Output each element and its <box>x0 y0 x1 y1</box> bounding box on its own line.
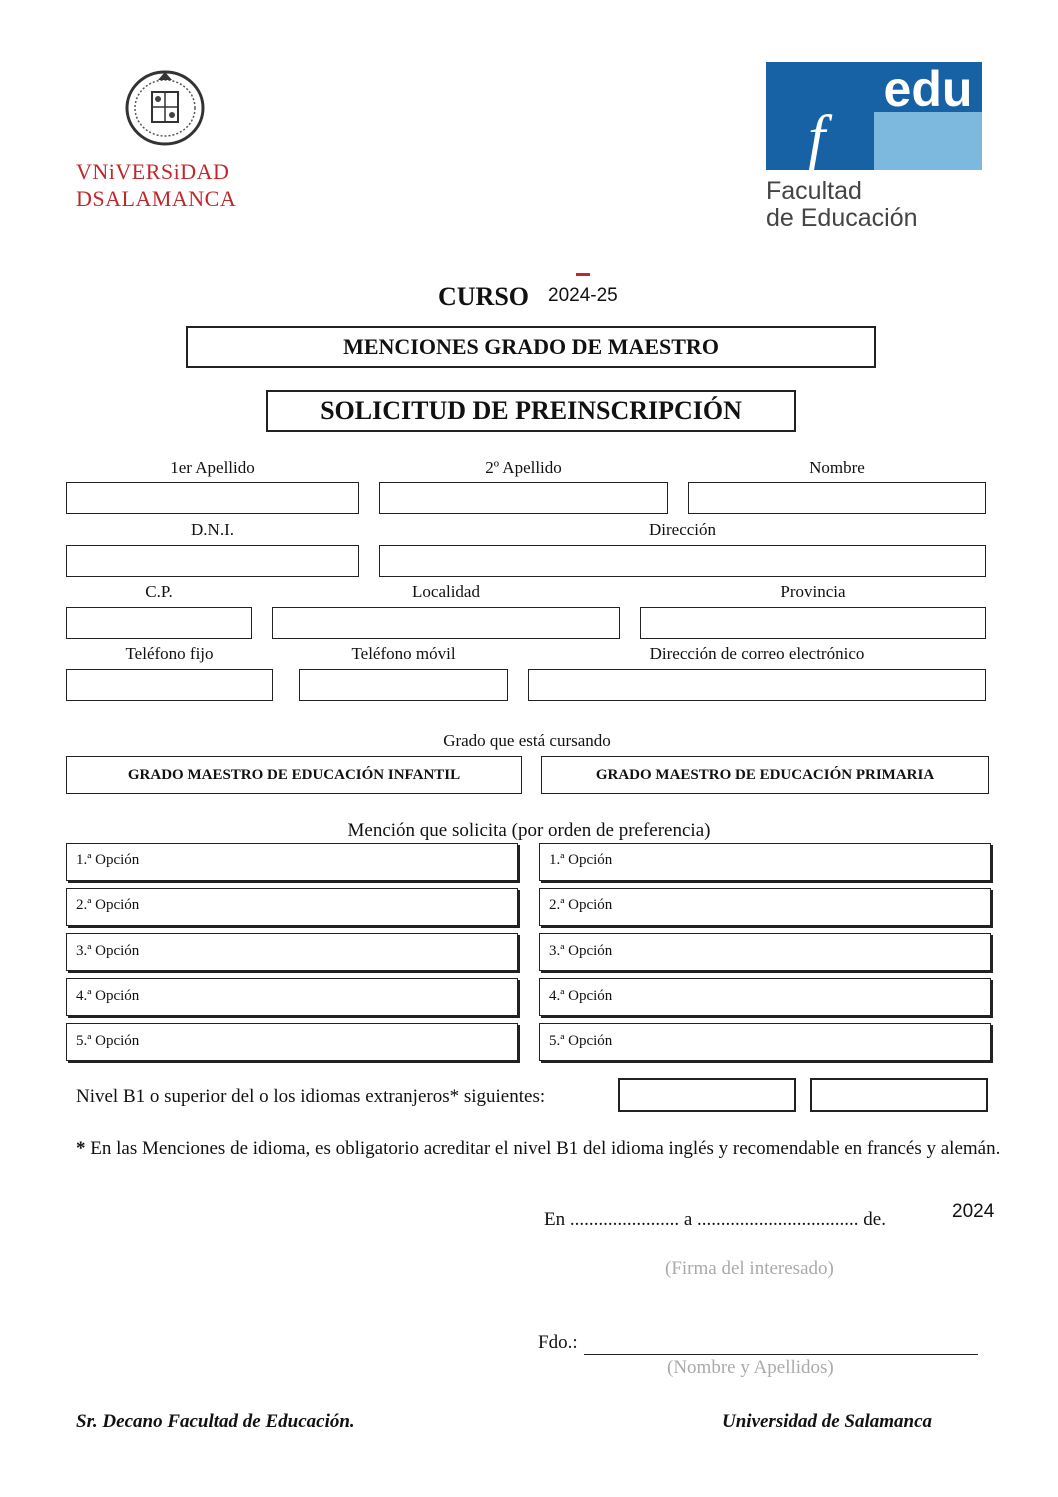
faculty-name-line1: Facultad <box>766 177 862 205</box>
mencion-primaria-option-5-label: 5.ª Opción <box>549 1033 613 1049</box>
localidad-label: Localidad <box>412 582 480 601</box>
faculty-logo-letter: f <box>808 104 826 170</box>
mencion-label: Mención que solicita (por orden de preferencia) <box>347 820 711 841</box>
idiomas-note-text: En las Menciones de idioma, es obligatorio acreditar el nivel B1 del idioma inglés y recomendable en francés y alemán. <box>85 1138 1001 1159</box>
mencion-infantil-option-4-label: 4.ª Opción <box>76 988 140 1004</box>
apellido2-field[interactable] <box>379 482 668 514</box>
faculty-name <box>766 178 918 232</box>
mencion-primaria-option-4-label: 4.ª Opción <box>549 988 613 1004</box>
mencion-primaria-option-2-label: 2.ª Opción <box>549 897 613 913</box>
grado-label: Grado que está cursando <box>443 731 611 750</box>
apellido1-label: 1er Apellido <box>170 458 255 477</box>
faculty-name-line2: de Educación <box>766 204 918 232</box>
localidad-field[interactable] <box>272 607 620 639</box>
apellido2-label: 2º Apellido <box>485 458 562 477</box>
idioma-field-2[interactable] <box>810 1078 988 1112</box>
cp-field[interactable] <box>66 607 252 639</box>
dni-field[interactable] <box>66 545 359 577</box>
curso-label: CURSO <box>438 282 530 311</box>
lugar-fecha-line: En ....................... a .................................. de. <box>544 1209 886 1230</box>
firma-label: (Firma del interesado) <box>665 1258 834 1279</box>
university-name-line1: VNiVERSiDAD <box>76 159 230 184</box>
idiomas-note-star: * <box>76 1138 86 1159</box>
footer-decano: Sr. Decano Facultad de Educación. <box>76 1411 355 1432</box>
telefono-fijo-label: Teléfono fijo <box>125 644 214 663</box>
email-label: Dirección de correo electrónico <box>649 644 865 663</box>
nombre-label: Nombre <box>809 458 865 477</box>
firma-year: 2024 <box>952 1201 995 1222</box>
mencion-infantil-option-1-label: 1.ª Opción <box>76 852 140 868</box>
provincia-label: Provincia <box>780 582 846 601</box>
grado-primaria-box[interactable]: GRADO MAESTRO DE EDUCACIÓN PRIMARIA <box>541 756 989 794</box>
nombre-field[interactable] <box>688 482 986 514</box>
telefono-movil-label: Teléfono móvil <box>351 644 456 663</box>
university-seal-icon <box>120 66 210 146</box>
telefono-fijo-field[interactable] <box>66 669 273 701</box>
idiomas-note <box>76 1136 1036 1161</box>
mencion-primaria-option-3-label: 3.ª Opción <box>549 943 613 959</box>
footer-universidad: Universidad de Salamanca <box>722 1411 933 1432</box>
direccion-label: Dirección <box>648 520 717 539</box>
grado-infantil-box[interactable]: GRADO MAESTRO DE EDUCACIÓN INFANTIL <box>66 756 522 794</box>
dni-label: D.N.I. <box>191 520 234 539</box>
fdo-signature-line[interactable] <box>584 1354 978 1355</box>
direccion-field[interactable] <box>379 545 986 577</box>
solicitud-title: SOLICITUD DE PREINSCRIPCIÓN <box>266 390 796 432</box>
faculty-logo-icon <box>766 62 982 170</box>
mencion-primaria-option-1-label: 1.ª Opción <box>549 852 613 868</box>
mencion-infantil-option-2-label: 2.ª Opción <box>76 897 140 913</box>
fdo-label: Fdo.: <box>538 1332 578 1353</box>
apellido1-field[interactable] <box>66 482 359 514</box>
mencion-infantil-option-3-label: 3.ª Opción <box>76 943 140 959</box>
red-dash-mark <box>576 273 590 276</box>
mencion-infantil-option-5-label: 5.ª Opción <box>76 1033 140 1049</box>
curso-year: 2024-25 <box>548 285 618 306</box>
university-name-line2: DSALAMANCA <box>76 186 237 211</box>
faculty-logo-text: edu <box>883 62 973 117</box>
nombre-apellidos-label: (Nombre y Apellidos) <box>667 1357 834 1378</box>
provincia-field[interactable] <box>640 607 986 639</box>
university-name <box>76 158 266 212</box>
email-field[interactable] <box>528 669 986 701</box>
menciones-title: MENCIONES GRADO DE MAESTRO <box>186 326 876 368</box>
idioma-field-1[interactable] <box>618 1078 796 1112</box>
telefono-movil-field[interactable] <box>299 669 508 701</box>
idiomas-label: Nivel B1 o superior del o los idiomas extranjeros* siguientes: <box>76 1086 546 1107</box>
cp-label: C.P. <box>145 582 173 601</box>
